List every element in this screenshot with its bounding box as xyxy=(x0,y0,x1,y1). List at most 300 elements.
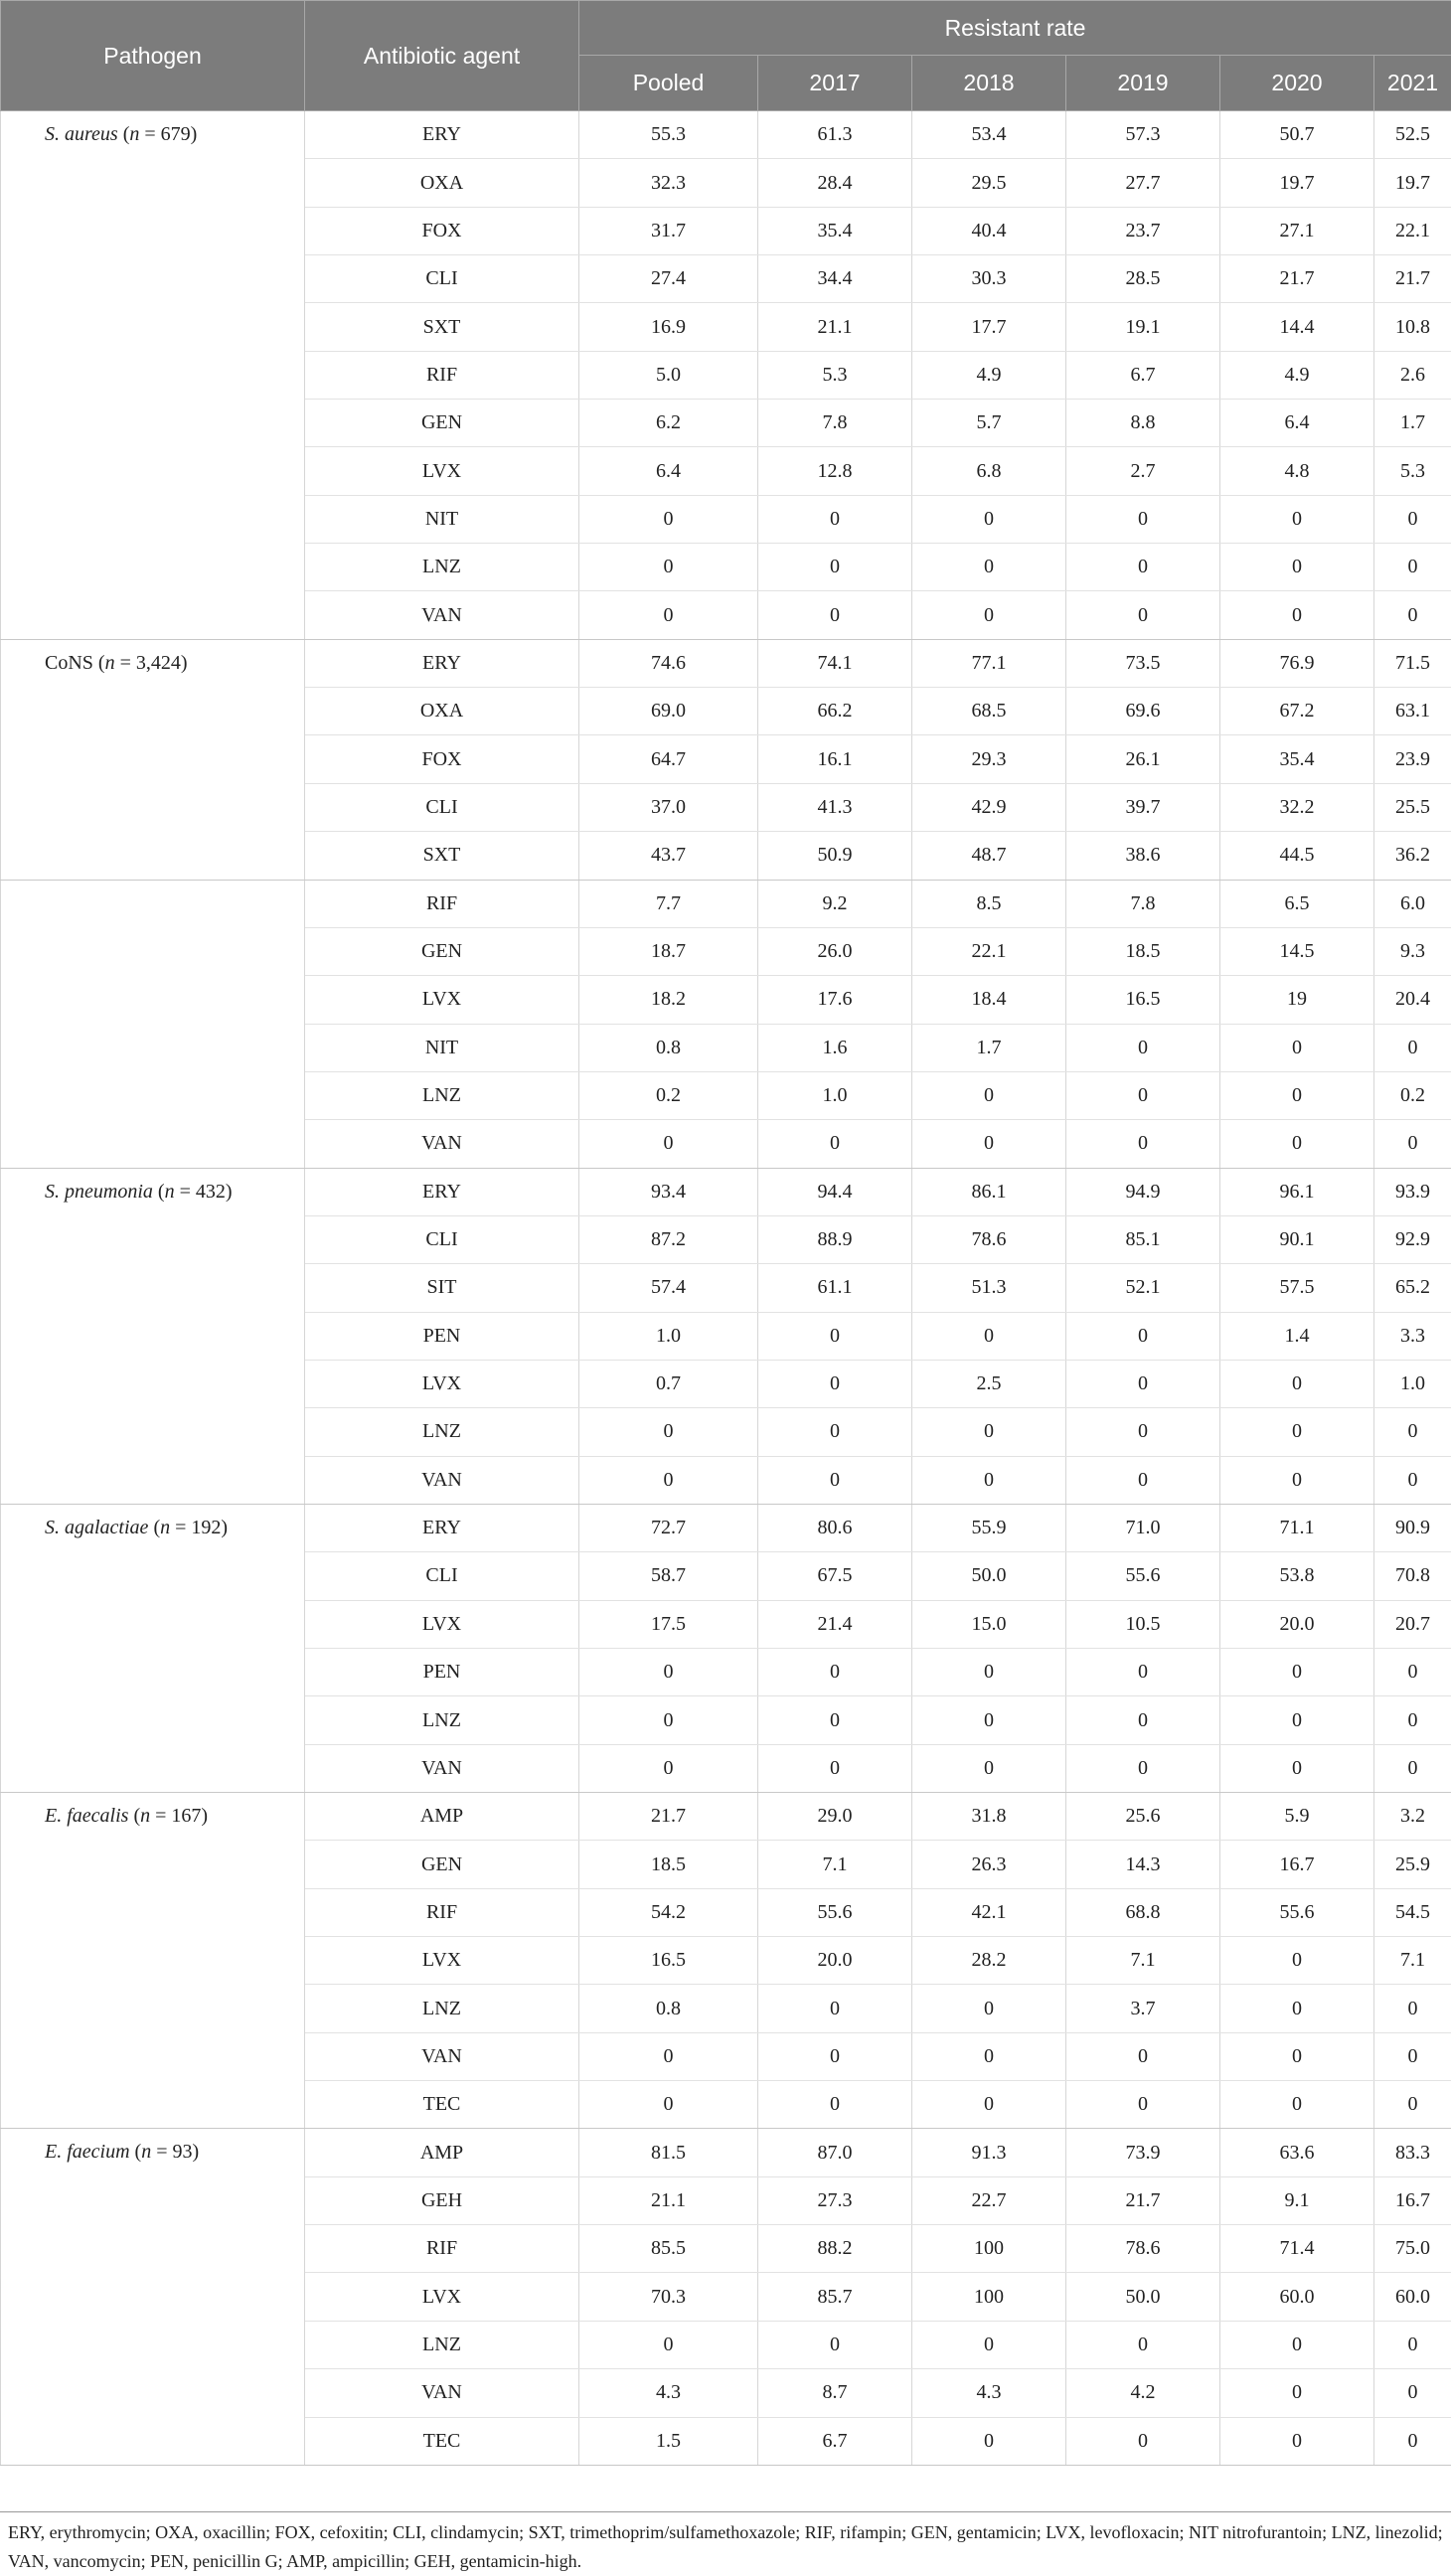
rate-cell: 0 xyxy=(1066,1408,1220,1456)
rate-cell: 0 xyxy=(912,2081,1066,2129)
pathogen-species: S. aureus xyxy=(45,123,118,145)
rate-cell: 0 xyxy=(1066,2417,1220,2465)
rate-cell: 1.4 xyxy=(1220,1312,1374,1360)
pathogen-n-label: n xyxy=(165,1181,175,1203)
rate-cell: 21.7 xyxy=(1374,255,1451,303)
rate-cell: 77.1 xyxy=(912,639,1066,687)
antibiotic-agent-cell: SIT xyxy=(305,1264,579,1312)
rate-cell: 1.5 xyxy=(579,2417,758,2465)
antibiotic-agent-cell: LVX xyxy=(305,2273,579,2321)
rate-cell: 78.6 xyxy=(912,1215,1066,1263)
rate-cell: 0.2 xyxy=(579,1071,758,1119)
rate-cell: 57.3 xyxy=(1066,111,1220,159)
rate-cell: 0.7 xyxy=(579,1360,758,1407)
antibiotic-agent-cell: LNZ xyxy=(305,2321,579,2368)
rate-cell: 21.7 xyxy=(1220,255,1374,303)
rate-cell: 4.3 xyxy=(579,2369,758,2417)
antibiotic-agent-cell: LVX xyxy=(305,447,579,495)
table-footnote: ERY, erythromycin; OXA, oxacillin; FOX, cefoxitin; CLI, clindamycin; SXT, trimethoprim/sulfamethoxazole; RIF, rifampin; GEN, gentamicin; LVX, levofloxacin; NIT nitrofurantoin; LNZ, linezolid; VAN, vancomycin; PEN, penicillin G; AMP, ampicillin; GEH, gentamicin-high. xyxy=(0,2511,1451,2576)
rate-cell: 0.8 xyxy=(579,1985,758,2032)
rate-cell: 7.8 xyxy=(758,400,912,447)
pathogen-cell: E. faecalis (n = 167) xyxy=(1,1793,305,2129)
rate-cell: 50.9 xyxy=(758,832,912,880)
rate-cell: 0 xyxy=(579,495,758,543)
rate-cell: 5.9 xyxy=(1220,1793,1374,1841)
rate-cell: 54.5 xyxy=(1374,1888,1451,1936)
rate-cell: 10.5 xyxy=(1066,1600,1220,1648)
rate-cell: 87.2 xyxy=(579,1215,758,1263)
rate-cell: 71.5 xyxy=(1374,639,1451,687)
rate-cell: 0 xyxy=(1220,544,1374,591)
header-pathogen: Pathogen xyxy=(1,1,305,111)
rate-cell: 48.7 xyxy=(912,832,1066,880)
rate-cell: 0 xyxy=(1066,1649,1220,1696)
table-row xyxy=(1,1793,1451,1841)
rate-cell: 63.6 xyxy=(1220,2129,1374,2176)
rate-cell: 61.1 xyxy=(758,1264,912,1312)
rate-cell: 0 xyxy=(758,1312,912,1360)
rate-cell: 0 xyxy=(912,1071,1066,1119)
rate-cell: 0 xyxy=(758,1120,912,1168)
rate-cell: 22.7 xyxy=(912,2176,1066,2224)
rate-cell: 0 xyxy=(1220,1985,1374,2032)
rate-cell: 22.1 xyxy=(1374,207,1451,254)
rate-cell: 0 xyxy=(912,1744,1066,1792)
rate-cell: 0 xyxy=(1220,2032,1374,2080)
rate-cell: 87.0 xyxy=(758,2129,912,2176)
rate-cell: 28.2 xyxy=(912,1937,1066,1985)
rate-cell: 0 xyxy=(579,1120,758,1168)
rate-cell: 0 xyxy=(1374,2417,1451,2465)
rate-cell: 25.9 xyxy=(1374,1841,1451,1888)
rate-cell: 5.7 xyxy=(912,400,1066,447)
rate-cell: 7.1 xyxy=(1374,1937,1451,1985)
rate-cell: 74.6 xyxy=(579,639,758,687)
rate-cell: 3.3 xyxy=(1374,1312,1451,1360)
rate-cell: 0 xyxy=(579,544,758,591)
rate-cell: 0 xyxy=(912,1312,1066,1360)
rate-cell: 25.6 xyxy=(1066,1793,1220,1841)
antibiotic-agent-cell: NIT xyxy=(305,1024,579,1071)
rate-cell: 3.7 xyxy=(1066,1985,1220,2032)
antibiotic-agent-cell: GEN xyxy=(305,400,579,447)
rate-cell: 20.7 xyxy=(1374,1600,1451,1648)
pathogen-n-label: n xyxy=(129,123,139,145)
rate-cell: 81.5 xyxy=(579,2129,758,2176)
antibiotic-agent-cell: ERY xyxy=(305,1168,579,1215)
pathogen-n-label: n xyxy=(141,2141,151,2163)
rate-cell: 38.6 xyxy=(1066,832,1220,880)
rate-cell: 27.3 xyxy=(758,2176,912,2224)
pathogen-count: 167 xyxy=(171,1805,201,1827)
rate-cell: 70.3 xyxy=(579,2273,758,2321)
rate-cell: 78.6 xyxy=(1066,2225,1220,2273)
rate-cell: 0 xyxy=(1220,1408,1374,1456)
rate-cell: 0 xyxy=(579,1408,758,1456)
rate-cell: 0 xyxy=(1220,591,1374,639)
pathogen-species: E. faecium xyxy=(45,2141,130,2163)
antibiotic-agent-cell: ERY xyxy=(305,111,579,159)
rate-cell: 6.0 xyxy=(1374,880,1451,927)
header-antibiotic-agent: Antibiotic agent xyxy=(305,1,579,111)
rate-cell: 0 xyxy=(912,495,1066,543)
rate-cell: 1.0 xyxy=(579,1312,758,1360)
pathogen-count: 679 xyxy=(161,123,191,145)
rate-cell: 0 xyxy=(912,1456,1066,1504)
rate-cell: 23.7 xyxy=(1066,207,1220,254)
rate-cell: 44.5 xyxy=(1220,832,1374,880)
rate-cell: 6.4 xyxy=(579,447,758,495)
rate-cell: 4.8 xyxy=(1220,447,1374,495)
rate-cell: 0 xyxy=(912,2032,1066,2080)
rate-cell: 0 xyxy=(1066,544,1220,591)
rate-cell: 0 xyxy=(1374,1744,1451,1792)
antibiotic-agent-cell: ERY xyxy=(305,639,579,687)
rate-cell: 27.1 xyxy=(1220,207,1374,254)
rate-cell: 0 xyxy=(579,2321,758,2368)
rate-cell: 8.7 xyxy=(758,2369,912,2417)
antibiotic-agent-cell: GEN xyxy=(305,1841,579,1888)
rate-cell: 10.8 xyxy=(1374,303,1451,351)
antibiotic-agent-cell: RIF xyxy=(305,351,579,399)
rate-cell: 0 xyxy=(758,495,912,543)
rate-cell: 17.5 xyxy=(579,1600,758,1648)
antibiotic-agent-cell: LNZ xyxy=(305,544,579,591)
rate-cell: 26.1 xyxy=(1066,735,1220,783)
rate-cell: 50.0 xyxy=(1066,2273,1220,2321)
rate-cell: 0 xyxy=(1066,1456,1220,1504)
rate-cell: 0 xyxy=(758,1649,912,1696)
rate-cell: 70.8 xyxy=(1374,1552,1451,1600)
rate-cell: 67.5 xyxy=(758,1552,912,1600)
rate-cell: 53.8 xyxy=(1220,1552,1374,1600)
rate-cell: 96.1 xyxy=(1220,1168,1374,1215)
rate-cell: 28.4 xyxy=(758,159,912,207)
header-col-2017: 2017 xyxy=(758,56,912,111)
rate-cell: 0 xyxy=(1220,1696,1374,1744)
antibiotic-agent-cell: SXT xyxy=(305,303,579,351)
rate-cell: 80.6 xyxy=(758,1504,912,1551)
rate-cell: 61.3 xyxy=(758,111,912,159)
rate-cell: 0 xyxy=(579,591,758,639)
rate-cell: 20.0 xyxy=(758,1937,912,1985)
rate-cell: 16.5 xyxy=(579,1937,758,1985)
rate-cell: 0 xyxy=(1220,1120,1374,1168)
antibiotic-agent-cell: GEH xyxy=(305,2176,579,2224)
pathogen-cell: CoNS (n = 3,424) xyxy=(1,639,305,880)
pathogen-species: CoNS xyxy=(45,652,93,674)
rate-cell: 0 xyxy=(1220,2321,1374,2368)
table-row xyxy=(1,111,1451,159)
antibiotic-agent-cell: RIF xyxy=(305,1888,579,1936)
rate-cell: 54.2 xyxy=(579,1888,758,1936)
rate-cell: 16.1 xyxy=(758,735,912,783)
rate-cell: 52.5 xyxy=(1374,111,1451,159)
pathogen-species: E. faecalis xyxy=(45,1805,128,1827)
rate-cell: 57.5 xyxy=(1220,1264,1374,1312)
rate-cell: 0.8 xyxy=(579,1024,758,1071)
rate-cell: 0 xyxy=(758,2321,912,2368)
antibiotic-agent-cell: VAN xyxy=(305,1120,579,1168)
rate-cell: 16.7 xyxy=(1374,2176,1451,2224)
antibiotic-agent-cell: OXA xyxy=(305,688,579,735)
antibiotic-agent-cell: RIF xyxy=(305,2225,579,2273)
rate-cell: 71.0 xyxy=(1066,1504,1220,1551)
rate-cell: 85.7 xyxy=(758,2273,912,2321)
antibiotic-agent-cell: VAN xyxy=(305,1456,579,1504)
rate-cell: 0 xyxy=(579,1456,758,1504)
rate-cell: 75.0 xyxy=(1374,2225,1451,2273)
rate-cell: 29.5 xyxy=(912,159,1066,207)
rate-cell: 19 xyxy=(1220,976,1374,1024)
rate-cell: 0 xyxy=(1374,2081,1451,2129)
table-row xyxy=(1,1168,1451,1215)
antibiotic-agent-cell: VAN xyxy=(305,2032,579,2080)
rate-cell: 0 xyxy=(1220,1071,1374,1119)
rate-cell: 0 xyxy=(1066,1071,1220,1119)
rate-cell: 0 xyxy=(1220,1937,1374,1985)
rate-cell: 0 xyxy=(1066,495,1220,543)
rate-cell: 22.1 xyxy=(912,927,1066,975)
rate-cell: 0 xyxy=(1374,544,1451,591)
header-resistant-rate: Resistant rate xyxy=(579,1,1451,56)
rate-cell: 34.4 xyxy=(758,255,912,303)
rate-cell: 9.3 xyxy=(1374,927,1451,975)
rate-cell: 32.3 xyxy=(579,159,758,207)
rate-cell: 0 xyxy=(1066,2081,1220,2129)
rate-cell: 20.0 xyxy=(1220,1600,1374,1648)
antibiotic-agent-cell: PEN xyxy=(305,1649,579,1696)
rate-cell: 72.7 xyxy=(579,1504,758,1551)
rate-cell: 4.3 xyxy=(912,2369,1066,2417)
rate-cell: 0 xyxy=(1374,1408,1451,1456)
rate-cell: 60.0 xyxy=(1374,2273,1451,2321)
rate-cell: 4.9 xyxy=(1220,351,1374,399)
rate-cell: 0 xyxy=(1220,1744,1374,1792)
rate-cell: 42.9 xyxy=(912,783,1066,831)
rate-cell: 0 xyxy=(758,1744,912,1792)
rate-cell: 43.7 xyxy=(579,832,758,880)
rate-cell: 12.8 xyxy=(758,447,912,495)
rate-cell: 55.3 xyxy=(579,111,758,159)
rate-cell: 0 xyxy=(912,1408,1066,1456)
rate-cell: 32.2 xyxy=(1220,783,1374,831)
rate-cell: 0 xyxy=(912,1696,1066,1744)
rate-cell: 0 xyxy=(1066,1312,1220,1360)
antibiotic-agent-cell: VAN xyxy=(305,1744,579,1792)
rate-cell: 71.1 xyxy=(1220,1504,1374,1551)
antibiotic-agent-cell: TEC xyxy=(305,2417,579,2465)
rate-cell: 0 xyxy=(912,544,1066,591)
rate-cell: 0 xyxy=(758,1456,912,1504)
rate-cell: 7.1 xyxy=(758,1841,912,1888)
rate-cell: 8.8 xyxy=(1066,400,1220,447)
rate-cell: 91.3 xyxy=(912,2129,1066,2176)
rate-cell: 50.7 xyxy=(1220,111,1374,159)
rate-cell: 65.2 xyxy=(1374,1264,1451,1312)
rate-cell: 71.4 xyxy=(1220,2225,1374,2273)
rate-cell: 0 xyxy=(1220,1024,1374,1071)
rate-cell: 0 xyxy=(1066,2032,1220,2080)
rate-cell: 93.9 xyxy=(1374,1168,1451,1215)
rate-cell: 92.9 xyxy=(1374,1215,1451,1263)
rate-cell: 85.5 xyxy=(579,2225,758,2273)
rate-cell: 0 xyxy=(758,1360,912,1407)
rate-cell: 25.5 xyxy=(1374,783,1451,831)
antibiotic-agent-cell: CLI xyxy=(305,783,579,831)
pathogen-count: 3,424 xyxy=(136,652,181,674)
rate-cell: 60.0 xyxy=(1220,2273,1374,2321)
rate-cell: 14.4 xyxy=(1220,303,1374,351)
rate-cell: 14.5 xyxy=(1220,927,1374,975)
rate-cell: 3.2 xyxy=(1374,1793,1451,1841)
rate-cell: 0 xyxy=(912,2321,1066,2368)
rate-cell: 6.7 xyxy=(1066,351,1220,399)
rate-cell: 0 xyxy=(579,1696,758,1744)
rate-cell: 68.8 xyxy=(1066,1888,1220,1936)
rate-cell: 5.3 xyxy=(1374,447,1451,495)
rate-cell: 0 xyxy=(1374,1985,1451,2032)
rate-cell: 0.2 xyxy=(1374,1071,1451,1119)
rate-cell: 0 xyxy=(912,1649,1066,1696)
rate-cell: 15.0 xyxy=(912,1600,1066,1648)
rate-cell: 0 xyxy=(1374,1649,1451,1696)
rate-cell: 73.5 xyxy=(1066,639,1220,687)
rate-cell: 94.9 xyxy=(1066,1168,1220,1215)
rate-cell: 16.9 xyxy=(579,303,758,351)
header-col-2018: 2018 xyxy=(912,56,1066,111)
rate-cell: 0 xyxy=(1066,1360,1220,1407)
rate-cell: 0 xyxy=(579,1649,758,1696)
rate-cell: 21.1 xyxy=(758,303,912,351)
rate-cell: 1.0 xyxy=(758,1071,912,1119)
rate-cell: 86.1 xyxy=(912,1168,1066,1215)
rate-cell: 0 xyxy=(912,1985,1066,2032)
pathogen-cell xyxy=(1,880,305,1168)
rate-cell: 0 xyxy=(1220,495,1374,543)
rate-cell: 100 xyxy=(912,2225,1066,2273)
rate-cell: 31.8 xyxy=(912,1793,1066,1841)
rate-cell: 18.4 xyxy=(912,976,1066,1024)
rate-cell: 0 xyxy=(1374,2032,1451,2080)
rate-cell: 85.1 xyxy=(1066,1215,1220,1263)
rate-cell: 55.6 xyxy=(758,1888,912,1936)
rate-cell: 53.4 xyxy=(912,111,1066,159)
rate-cell: 0 xyxy=(758,2081,912,2129)
rate-cell: 0 xyxy=(1220,2081,1374,2129)
rate-cell: 0 xyxy=(758,591,912,639)
antibiotic-agent-cell: NIT xyxy=(305,495,579,543)
rate-cell: 0 xyxy=(579,2081,758,2129)
antibiotic-agent-cell: VAN xyxy=(305,591,579,639)
rate-cell: 39.7 xyxy=(1066,783,1220,831)
antibiotic-agent-cell: AMP xyxy=(305,1793,579,1841)
table-row xyxy=(1,639,1451,687)
rate-cell: 93.4 xyxy=(579,1168,758,1215)
rate-cell: 0 xyxy=(758,2032,912,2080)
antibiotic-agent-cell: PEN xyxy=(305,1312,579,1360)
antibiotic-agent-cell: RIF xyxy=(305,880,579,927)
pathogen-cell: S. pneumonia (n = 432) xyxy=(1,1168,305,1504)
rate-cell: 9.1 xyxy=(1220,2176,1374,2224)
rate-cell: 0 xyxy=(1374,495,1451,543)
rate-cell: 35.4 xyxy=(1220,735,1374,783)
rate-cell: 21.1 xyxy=(579,2176,758,2224)
rate-cell: 21.4 xyxy=(758,1600,912,1648)
rate-cell: 0 xyxy=(1220,1360,1374,1407)
rate-cell: 1.7 xyxy=(1374,400,1451,447)
rate-cell: 8.5 xyxy=(912,880,1066,927)
rate-cell: 36.2 xyxy=(1374,832,1451,880)
rate-cell: 5.0 xyxy=(579,351,758,399)
rate-cell: 57.4 xyxy=(579,1264,758,1312)
pathogen-n-label: n xyxy=(160,1517,170,1538)
rate-cell: 0 xyxy=(579,2032,758,2080)
antibiotic-agent-cell: LNZ xyxy=(305,1696,579,1744)
rate-cell: 0 xyxy=(1066,591,1220,639)
rate-cell: 88.2 xyxy=(758,2225,912,2273)
rate-cell: 26.3 xyxy=(912,1841,1066,1888)
rate-cell: 68.5 xyxy=(912,688,1066,735)
rate-cell: 21.7 xyxy=(1066,2176,1220,2224)
rate-cell: 0 xyxy=(758,544,912,591)
rate-cell: 73.9 xyxy=(1066,2129,1220,2176)
rate-cell: 29.0 xyxy=(758,1793,912,1841)
rate-cell: 63.1 xyxy=(1374,688,1451,735)
rate-cell: 30.3 xyxy=(912,255,1066,303)
rate-cell: 0 xyxy=(1220,1456,1374,1504)
rate-cell: 7.8 xyxy=(1066,880,1220,927)
rate-cell: 0 xyxy=(1374,1696,1451,1744)
pathogen-cell: S. agalactiae (n = 192) xyxy=(1,1504,305,1792)
header-col-2021: 2021 xyxy=(1374,56,1451,111)
rate-cell: 69.0 xyxy=(579,688,758,735)
rate-cell: 0 xyxy=(1066,1696,1220,1744)
rate-cell: 19.1 xyxy=(1066,303,1220,351)
rate-cell: 21.7 xyxy=(579,1793,758,1841)
rate-cell: 0 xyxy=(1066,1120,1220,1168)
rate-cell: 90.9 xyxy=(1374,1504,1451,1551)
antibiotic-agent-cell: LVX xyxy=(305,1600,579,1648)
rate-cell: 23.9 xyxy=(1374,735,1451,783)
rate-cell: 27.7 xyxy=(1066,159,1220,207)
antibiotic-agent-cell: CLI xyxy=(305,1215,579,1263)
rate-cell: 0 xyxy=(1374,2321,1451,2368)
rate-cell: 2.7 xyxy=(1066,447,1220,495)
rate-cell: 0 xyxy=(1220,2417,1374,2465)
antibiotic-agent-cell: LVX xyxy=(305,1360,579,1407)
antibiotic-agent-cell: TEC xyxy=(305,2081,579,2129)
rate-cell: 18.5 xyxy=(1066,927,1220,975)
rate-cell: 6.7 xyxy=(758,2417,912,2465)
pathogen-count: 93 xyxy=(172,2141,192,2163)
antibiotic-agent-cell: VAN xyxy=(305,2369,579,2417)
rate-cell: 16.5 xyxy=(1066,976,1220,1024)
rate-cell: 0 xyxy=(912,2417,1066,2465)
rate-cell: 6.4 xyxy=(1220,400,1374,447)
rate-cell: 0 xyxy=(912,591,1066,639)
header-col-2019: 2019 xyxy=(1066,56,1220,111)
rate-cell: 67.2 xyxy=(1220,688,1374,735)
rate-cell: 0 xyxy=(1374,1024,1451,1071)
rate-cell: 5.3 xyxy=(758,351,912,399)
rate-cell: 41.3 xyxy=(758,783,912,831)
pathogen-n-label: n xyxy=(140,1805,150,1827)
rate-cell: 88.9 xyxy=(758,1215,912,1263)
pathogen-count: 192 xyxy=(191,1517,221,1538)
table-row xyxy=(1,880,1451,927)
antibiotic-agent-cell: LNZ xyxy=(305,1408,579,1456)
